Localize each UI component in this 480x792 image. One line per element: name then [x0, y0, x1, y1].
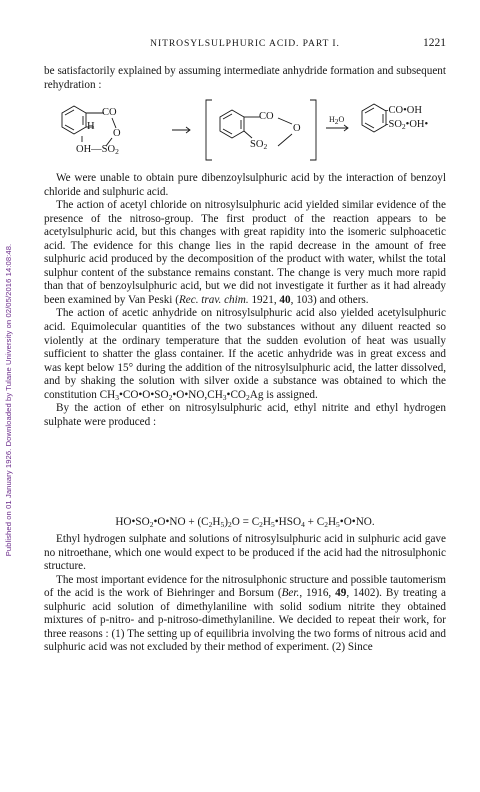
paragraph-ether: By the action of ether on nitrosylsulphuric acid, ethyl nitrite and ethyl hydrogen sulphate were produced : [44, 402, 446, 428]
m2-so2: $SO_2$ [250, 139, 268, 151]
constitution-formula: $CH_3•CO•O•SO_2•O•NO,CH_3•CO_2Ag$ [99, 388, 264, 402]
body-text-a [44, 172, 446, 429]
paragraph-dibenzoyl: We were unable to obtain pure dibenzoylsulphuric acid by the interaction of benzoyl chloride and sulphuric acid. [44, 172, 446, 198]
m3-carboxyl: -CO•OH [385, 105, 422, 116]
body-text-b [44, 533, 446, 655]
m1-oxygen: O [113, 128, 121, 139]
intro-text [44, 65, 446, 92]
download-watermark-text: Published on 01 January 1926. Downloaded by Tulane University on 02/05/2016 14:08:48. [4, 243, 13, 557]
reaction-scheme [52, 94, 432, 168]
page-header [44, 38, 446, 52]
intro-paragraph: be satisfactorily explained by assuming intermediate anhydride formation and subsequent rehydration : [44, 65, 446, 91]
left-bracket [206, 100, 212, 160]
running-head: NITROSYLSULPHURIC ACID. PART I. [150, 38, 340, 49]
right-bracket [310, 100, 316, 160]
m1-oh-so2: $OH—SO_2$ [76, 144, 119, 156]
water-label: $H_2O$ [329, 115, 345, 126]
m1-carbonyl: CO [102, 107, 117, 118]
paragraph-acetic-anhydride: The action of acetic anhydride on nitrosylsulphuric acid also yielded acetylsulphuric acid. Equimolecular quantities of the two substances without any diluent reacted so violently at the ordinary temperature that the sudden evolution of heat was usually sufficient to shatter the glass container. If the acetic anhydride was in great excess and was kept below 15° during the addition of the nitrosylsulphuric acid, the latter dissolved, and by shaking the solution with silver oxide a substance was obtained to which the constitution $CH_3•CO•O•SO_2•O•NO,CH_3•CO_2Ag$ is assigned. [44, 307, 446, 402]
paragraph-ethyl-hydrogen: Ethyl hydrogen sulphate and solutions of nitrosylsulphuric acid in sulphuric acid gave no nitroethane, which one would expect to be produced if the acid had the nitrosulphonic structure. [44, 533, 446, 573]
download-watermark [4, 100, 16, 700]
paragraph-biehringer: The most important evidence for the nitrosulphonic structure and possible tautomerism of the acid is the work of Biehringer and Borsum (Ber., 1916, 49, 1402). By treating a sulphuric acid solution of dimethylaniline with solid sodium nitrite they obtained mixtures of p-nitro- and p-nitroso-dimethylaniline. We decided to repeat their work, for three reasons : (1) The setting up of equilibria involving the two forms of nitrous acid and sulphuric acid was not excluded by their method of experiment. (2) Since [44, 573, 446, 654]
m2-oxygen: O [293, 123, 301, 134]
m2-carbonyl: CO [259, 111, 274, 122]
m3-sulpho: $-SO_2•OH•$ [385, 119, 429, 131]
m1-hydrogen: H [87, 121, 95, 132]
ether-equation: $HO•SO_2•O•NO + (C_2H_5)_2O$ = $C_2H_5•HSO_4$ + $C_2H_5•O•NO$. [115, 516, 375, 529]
paragraph-acetyl-chloride: The action of acetyl chloride on nitrosylsulphuric acid yielded similar evidence of the presence of the nitroso-group. The first product of the reaction appears to be acetylsulphuric acid, but this changes with great rapidity into the isomeric sulphoacetic acid. The evidence for this change lies in the rapid decrease in the amount of free sulphuric acid produced by the decomposition of the product with water, whilst the total sulphur content of the substance remains constant. The change is very much more rapid than that of benzoylsulphuric acid, but we did not investigate it further as it had already been examined by Van Peski (Rec. trav. chim. 1921, 40, 103) and others. [44, 199, 446, 306]
page-number: 1221 [423, 37, 446, 49]
reaction-scheme-drawing [52, 94, 432, 168]
